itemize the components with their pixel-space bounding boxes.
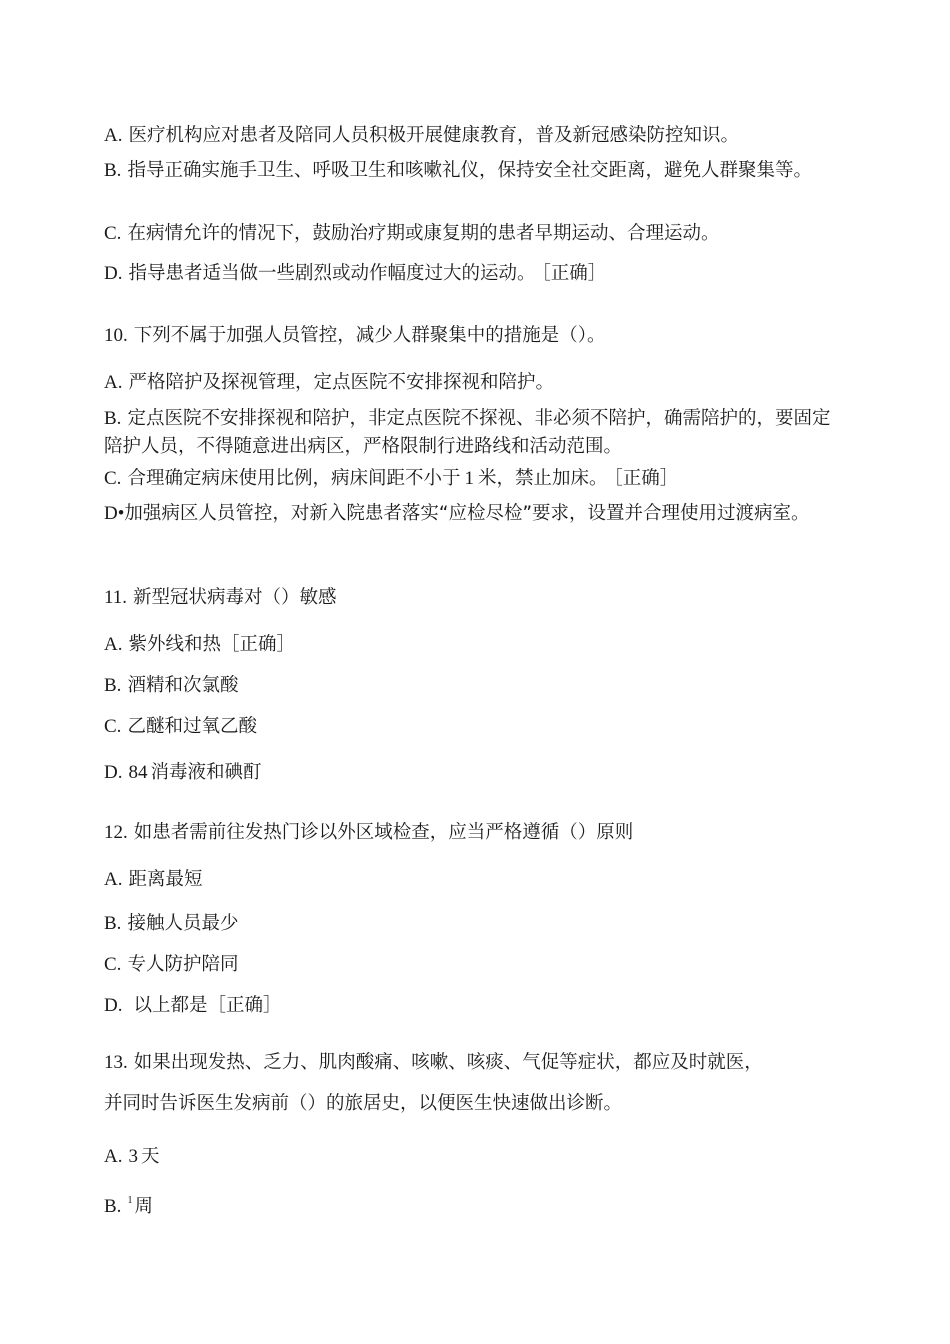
question-number: 13. [104,1052,128,1073]
question-text: 如患者需前往发热门诊以外区域检查，应当严格遵循（）原则 [133,822,634,843]
q9-option-c: C. 在病情允许的情况下，鼓励治疗期或康复期的患者早期运动、合理运动。 [104,223,720,244]
question-text: 如果出现发热、乏力、肌肉酸痛、咳嗽、咳痰、气促等症状，都应及时就医， [133,1052,763,1073]
q13-option-b: B. $^1$ 周 [104,1195,153,1217]
q12-option-a: A. 距离最短 [104,869,203,890]
option-text: 紫外线和热 [128,634,221,655]
q9-option-b: B. 指导正确实施手卫生、呼吸卫生和咳嗽礼仪，保持安全社交距离，避免人群聚集等。 [104,160,812,181]
q10-option-d: D•加强病区人员管控，对新入院患者落实“应检尽检”要求，设置并合理使用过渡病室。 [104,503,810,524]
question-text: 新型冠状病毒对（）敏感 [133,587,337,608]
question-number: 12. [104,822,128,843]
q11-option-d: D. 84 消毒液和碘酊 [104,762,262,783]
q12-option-d: D. 以上都是［正确］ [104,995,282,1016]
option-text: 距离最短 [128,869,203,890]
option-text: 严格陪护及探视管理，定点医院不安排探视和陪护。 [128,372,554,393]
option-text: 以上都是 [133,995,208,1016]
correct-tag: ［正确］ [613,468,679,489]
question-text: 下列不属于加强人员管控，减少人群聚集中的措施是（）。 [133,325,606,346]
q10-stem [104,322,844,350]
option-text: 在病情允许的情况下，鼓励治疗期或康复期的患者早期运动、合理运动。 [127,223,720,244]
q10-option-c: C. 合理确定病床使用比例，病床间距不小于 1 米，禁止加床。 ［正确］ [104,468,679,489]
q12-stem [104,819,844,847]
question-number: 11. [104,587,128,608]
q13-stem-line1 [104,1049,844,1077]
option-text: 专人防护陪同 [127,954,239,975]
correct-tag: ［正确］ [221,634,296,655]
option-text: 周 [134,1196,153,1217]
q13-stem-line2 [104,1090,844,1118]
q11-stem [104,584,844,612]
option-text: 定点医院不安排探视和陪护，非定点医院不探视、非必须不陪护，确需陪护的，要固定陪护人员，不得随意进出病区，严格限制行进路线和活动范围。 [104,408,831,457]
option-text: 医疗机构应对患者及陪同人员积极开展健康教育，普及新冠感染防控知识。 [128,125,739,146]
q13-option-a: A. 3 天 [104,1146,160,1167]
option-text: 乙醚和过氧乙酸 [127,716,257,737]
q12-option-b: B. 接触人员最少 [104,913,239,934]
option-text: 加强病区人员管控，对新入院患者落实“应检尽检”要求，设置并合理使用过渡病室。 [124,503,810,524]
option-text: 消毒液和碘酊 [150,762,262,783]
correct-tag: ［正确］ [541,263,607,284]
correct-tag: ［正确］ [207,995,282,1016]
q9-option-d: D. 指导患者适当做一些剧烈或动作幅度过大的运动。 ［正确］ [104,263,607,284]
option-text: 天 [140,1146,160,1167]
q11-option-a: A. 紫外线和热［正确］ [104,634,296,655]
option-text: 指导患者适当做一些剧烈或动作幅度过大的运动。 [128,263,536,284]
q9-option-a: A. 医疗机构应对患者及陪同人员积极开展健康教育，普及新冠感染防控知识。 [104,125,739,146]
q11-option-c: C. 乙醚和过氧乙酸 [104,716,257,737]
q10-option-b: B. 定点医院不安排探视和陪护，非定点医院不探视、非必须不陪护，确需陪护的，要固定陪护人员，不得随意进出病区，严格限制行进路线和活动范围。 [104,408,831,457]
option-text: 合理确定病床使用比例，病床间距不小于 [127,468,461,489]
option-text: 指导正确实施手卫生、呼吸卫生和咳嗽礼仪，保持安全社交距离，避免人群聚集等。 [127,160,812,181]
question-number: 10. [104,325,128,346]
q11-option-b: B. 酒精和次氯酸 [104,675,239,696]
q12-option-c: C. 专人防护陪同 [104,954,239,975]
question-text: 并同时告诉医生发病前（）的旅居史，以便医生快速做出诊断。 [104,1093,623,1114]
q10-option-a: A. 严格陪护及探视管理，定点医院不安排探视和陪护。 [104,372,554,393]
option-text: 接触人员最少 [127,913,239,934]
option-text: 酒精和次氯酸 [127,675,239,696]
